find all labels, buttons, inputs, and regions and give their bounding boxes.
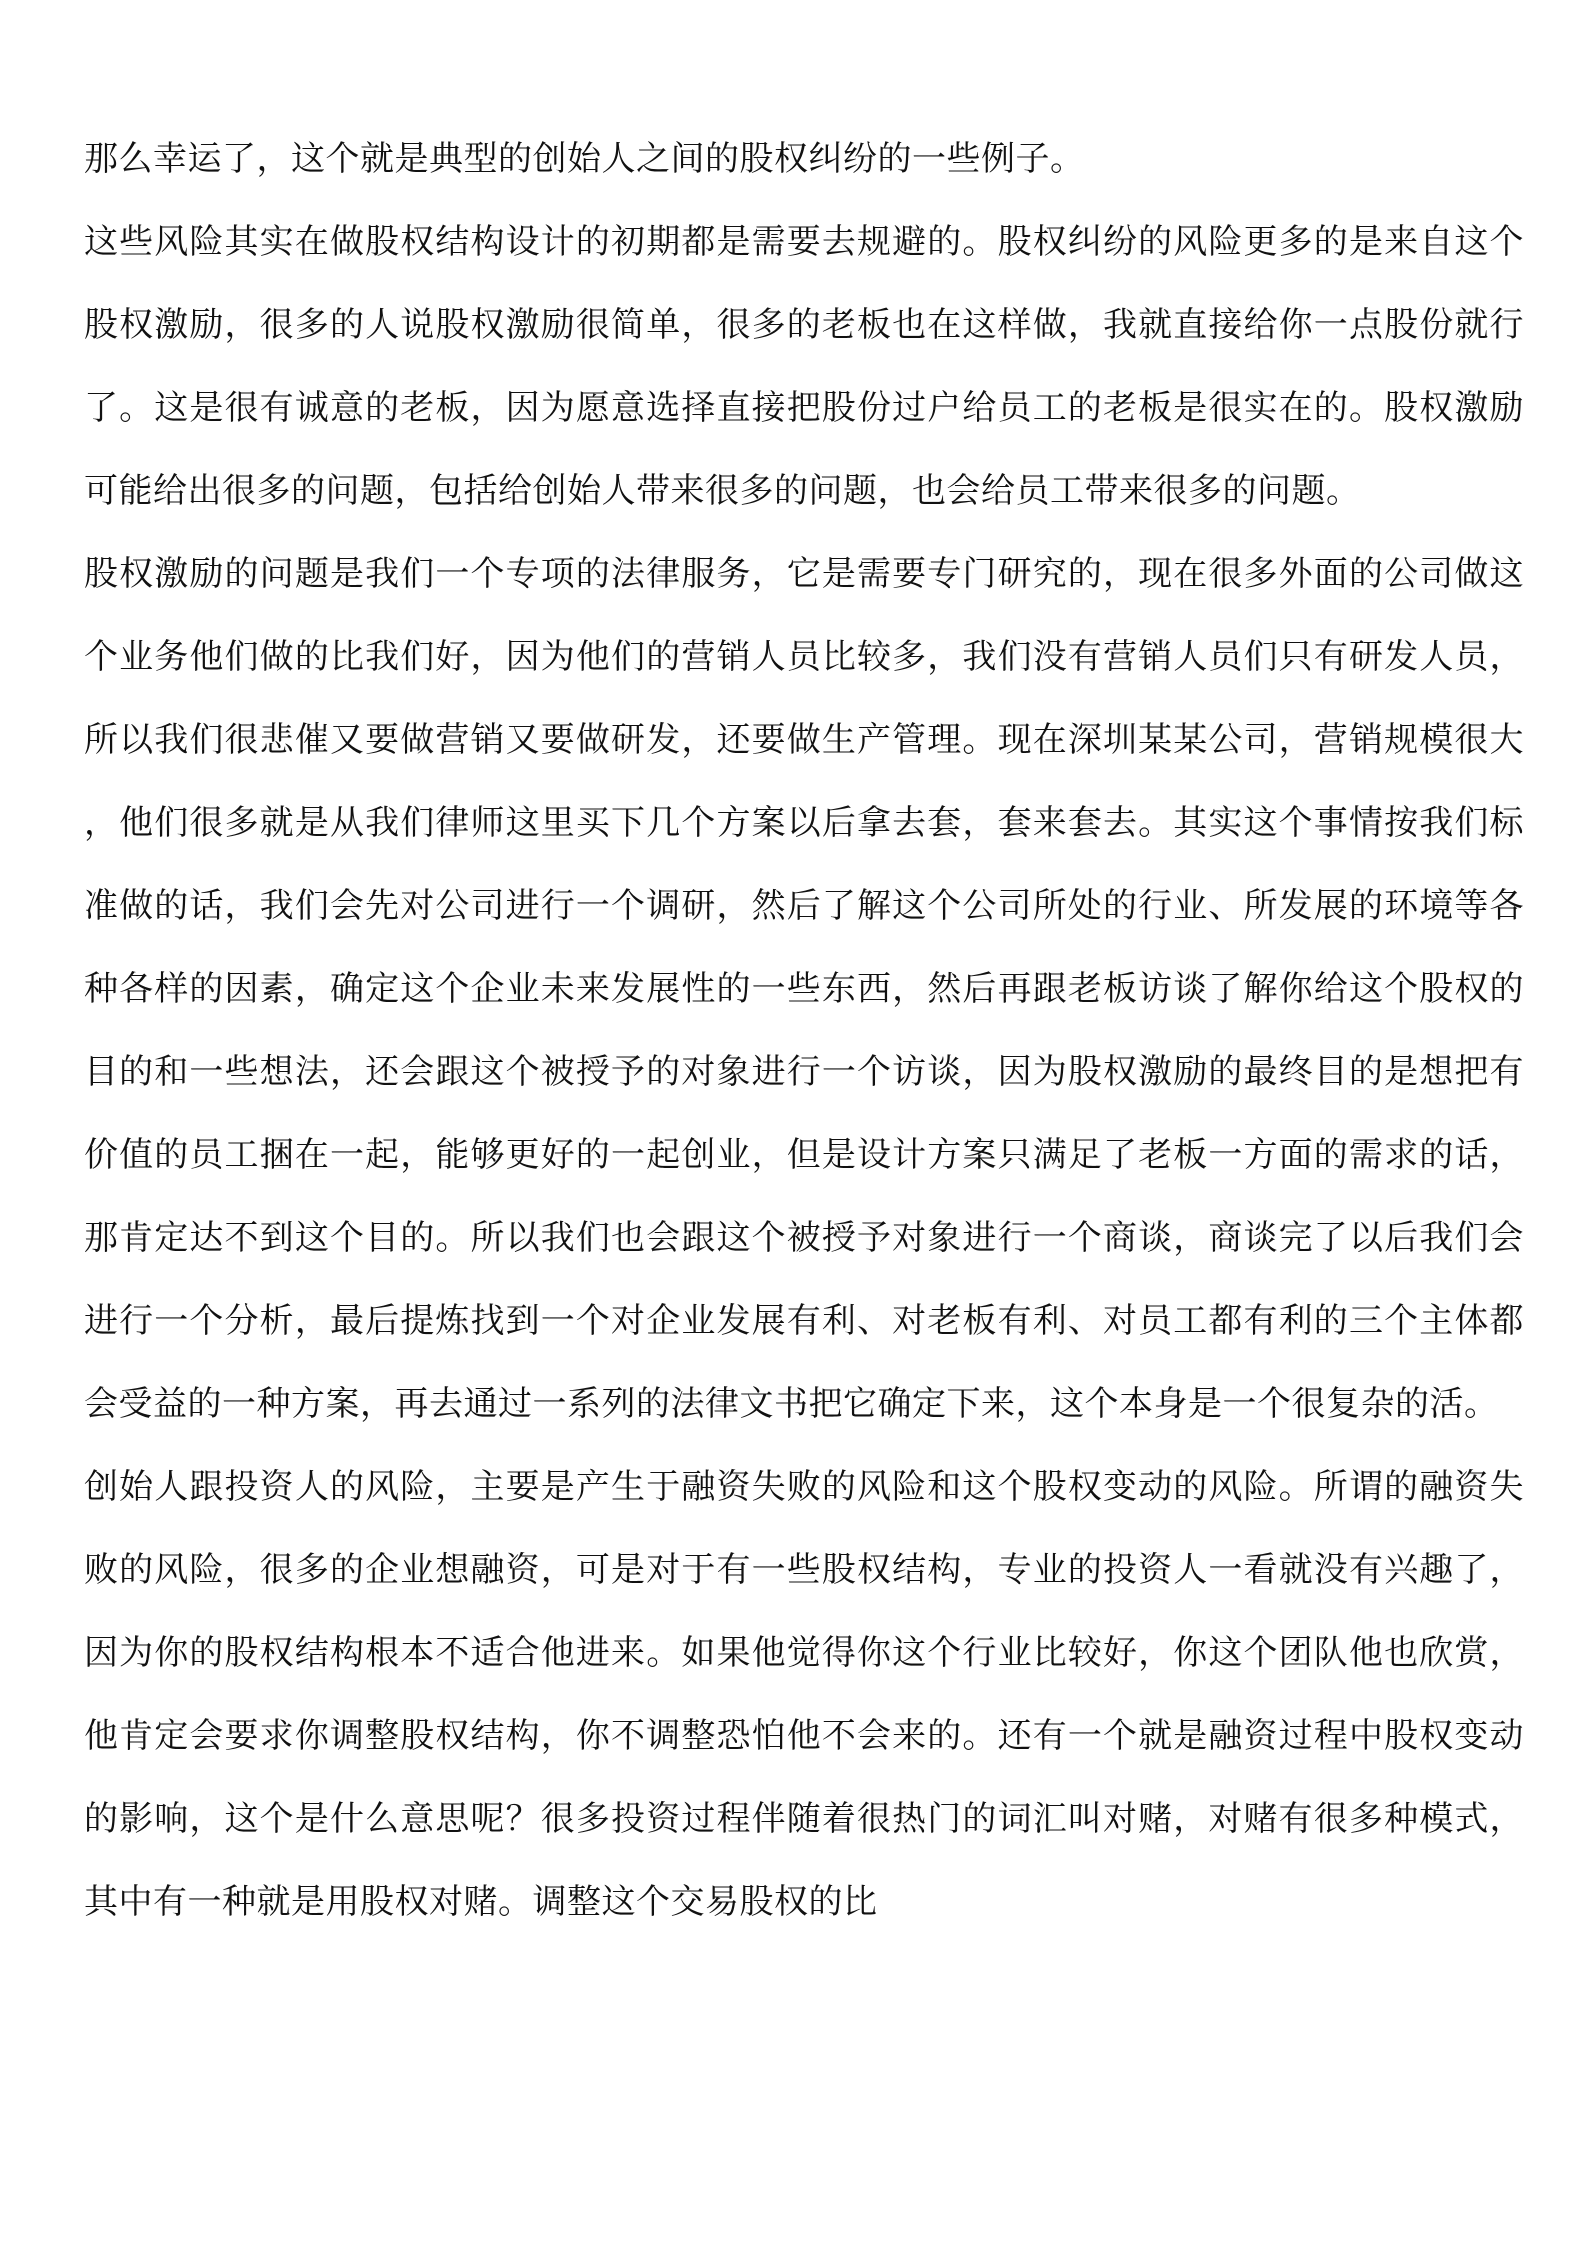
paragraph: 股权激励的问题是我们一个专项的法律服务，它是需要专门研究的，现在很多外面的公司做这个业务他们做的比我们好，因为他们的营销人员比较多，我们没有营销人员们只有研发人员，所以我们很悲催又要做营销又要做研发，还要做生产管理。现在深圳某某公司，营销规模很大，他们很多就是从我们律师这里买下几个方案以后拿去套，套来套去。其实这个事情按我们标准做的话，我们会先对公司进行一个调研，然后了解这个公司所处的行业、所发展的环境等各种各样的因素，确定这个企业未来发展性的一些东西，然后再跟老板访谈了解你给这个股权的目的和一些想法，还会跟这个被授予的对象进行一个访谈，因为股权激励的最终目的是想把有价值的员工捆在一起，能够更好的一起创业，但是设计方案只满足了老板一方面的需求的话，那肯定达不到这个目的。所以我们也会跟这个被授予对象进行一个商谈，商谈完了以后我们会进行一个分析，最后提炼找到一个对企业发展有利、对老板有利、对员工都有利的三个主体都会受益的一种方案，再去通过一系列的法律文书把它确定下来，这个本身是一个很复杂的活。 [84,554,1524,1424]
paragraph: 那么幸运了，这个就是典型的创始人之间的股权纠纷的一些例子。 [84,139,1085,179]
paragraph: 这些风险其实在做股权结构设计的初期都是需要去规避的。股权纠纷的风险更多的是来自这个股权激励，很多的人说股权激励很简单，很多的老板也在这样做，我就直接给你一点股份就行了。这是很有诚意的老板，因为愿意选择直接把股份过户给员工的老板是很实在的。股权激励可能给出很多的问题，包括给创始人带来很多的问题，也会给员工带来很多的问题。 [84,222,1524,511]
paragraph: 创始人跟投资人的风险，主要是产生于融资失败的风险和这个股权变动的风险。所谓的融资失败的风险，很多的企业想融资，可是对于有一些股权结构，专业的投资人一看就没有兴趣了，因为你的股权结构根本不适合他进来。如果他觉得你这个行业比较好，你这个团队他也欣赏，他肯定会要求你调整股权结构，你不调整恐怕他不会来的。还有一个就是融资过程中股权变动的影响，这个是什么意思呢？很多投资过程伴随着很热门的词汇叫对赌，对赌有很多种模式，其中有一种就是用股权对赌。调整这个交易股权的比 [84,1467,1524,1922]
document-body [84,118,1524,1944]
